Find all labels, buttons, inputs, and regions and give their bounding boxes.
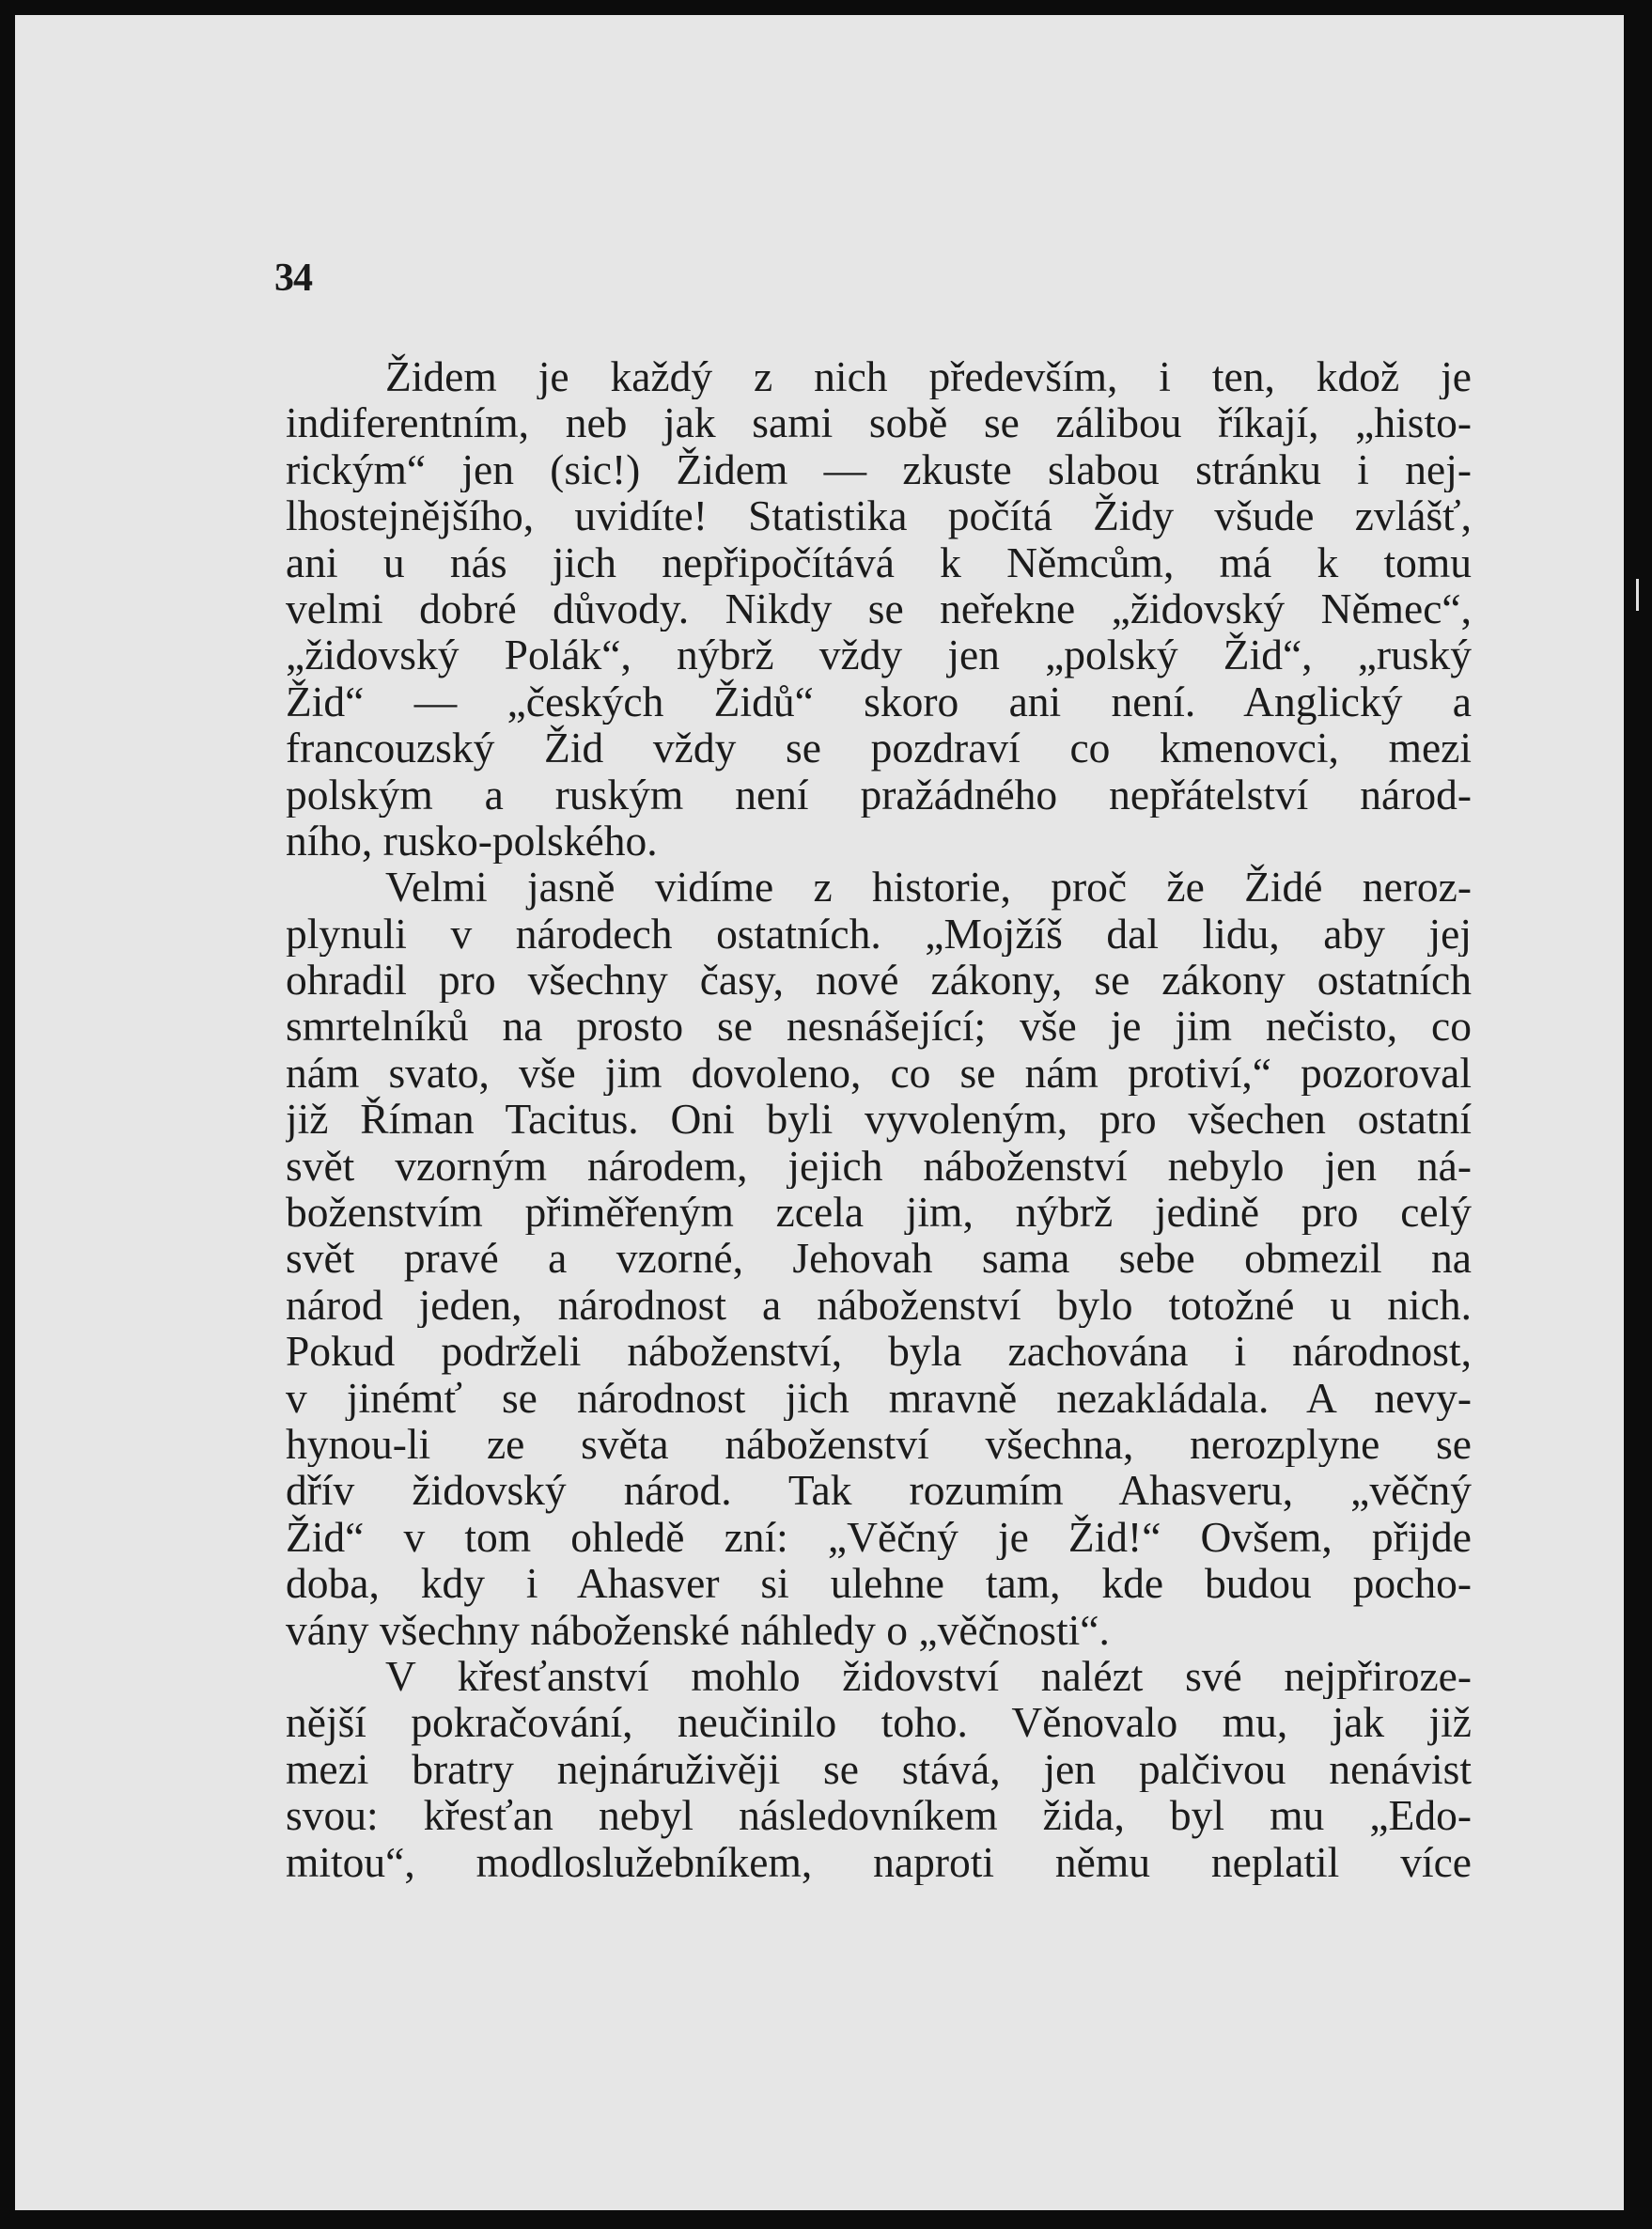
text-line: mitou“, modloslužebníkem, naproti němu neplatil více <box>286 1838 1472 1885</box>
text-line: Žid“ v tom ohledě zní: „Věčný je Žid!“ Ovšem, přijde <box>286 1513 1472 1561</box>
text-line: svět pravé a vzorné, Jehovah sama sebe obmezil na <box>286 1235 1472 1282</box>
text-line: rickým“ jen (sic!) Židem — zkuste slabou stránku i nej- <box>286 445 1472 493</box>
text-line: nám svato, vše jim dovoleno, co se nám protiví,“ pozoroval <box>286 1049 1472 1097</box>
body-text <box>286 353 1472 1885</box>
text-line: ohradil pro všechny časy, nové zákony, se zákony ostatních <box>286 957 1472 1004</box>
text-line: vány všechny náboženské náhledy o „věčnosti“. <box>286 1606 1110 1653</box>
text-line: V křesťanství mohlo židovství nalézt své nejpřiroze- <box>385 1652 1472 1700</box>
text-line: již Říman Tacitus. Oni byli vyvoleným, pro všechen ostatní <box>286 1096 1472 1143</box>
text-line: v jinémť se národnost jich mravně nezakládala. A nevy- <box>286 1374 1472 1421</box>
text-line: mezi bratry nejnáruživěji se stává, jen palčivou nenávist <box>286 1745 1472 1793</box>
text-line: svět vzorným národem, jejich náboženství nebylo jen ná- <box>286 1142 1472 1190</box>
text-line: plynuli v národech ostatních. „Mojžíš dal lidu, aby jej <box>286 910 1472 958</box>
text-line: doba, kdy i Ahasver si ulehne tam, kde budou pocho- <box>286 1560 1472 1607</box>
text-line: Židem je každý z nich především, i ten, kdož je <box>385 353 1472 400</box>
text-line: francouzský Žid vždy se pozdraví co kmenovci, mezi <box>286 725 1472 772</box>
page-number: 34 <box>274 257 312 300</box>
text-line: polským a ruským není pražádného nepřátelství národ- <box>286 771 1472 818</box>
text-line: ani u nás jich nepřipočítává k Němcům, má k tomu <box>286 538 1472 585</box>
text-line: Pokud podrželi náboženství, byla zachována i národnost, <box>286 1328 1472 1375</box>
scanned-page <box>15 15 1624 2210</box>
text-line: nější pokračování, neučinilo toho. Věnovalo mu, jak již <box>286 1699 1472 1746</box>
text-line: lhostejnějšího, uvidíte! Statistika počítá Židy všude zvlášť, <box>286 492 1472 539</box>
text-line: dřív židovský národ. Tak rozumím Ahasveru, „věčný <box>286 1467 1472 1514</box>
text-line: hynou-li ze světa náboženství všechna, nerozplyne se <box>286 1420 1472 1468</box>
text-line: svou: křesťan nebyl následovníkem žida, byl mu „Edo- <box>286 1792 1472 1839</box>
text-line: boženstvím přiměřeným zcela jim, nýbrž jedině pro celý <box>286 1189 1472 1236</box>
text-line: „židovský Polák“, nýbrž vždy jen „polský Žid“, „ruský <box>286 631 1472 678</box>
text-line: národ jeden, národnost a náboženství bylo totožné u nich. <box>286 1281 1472 1329</box>
text-line: Žid“ — „českých Židů“ skoro ani není. Anglický a <box>286 678 1472 725</box>
text-line: smrtelníků na prosto se nesnášející; vše je jim nečisto, co <box>286 1003 1472 1050</box>
text-line: Velmi jasně vidíme z historie, proč že Židé neroz- <box>385 864 1472 911</box>
text-line: ního, rusko-polského. <box>286 817 658 865</box>
text-line: indiferentním, neb jak sami sobě se zálibou říkají, „histo- <box>286 399 1472 446</box>
scan-edge-mark <box>1636 579 1639 611</box>
text-line: velmi dobré důvody. Nikdy se neřekne „židovský Němec“, <box>286 585 1472 632</box>
